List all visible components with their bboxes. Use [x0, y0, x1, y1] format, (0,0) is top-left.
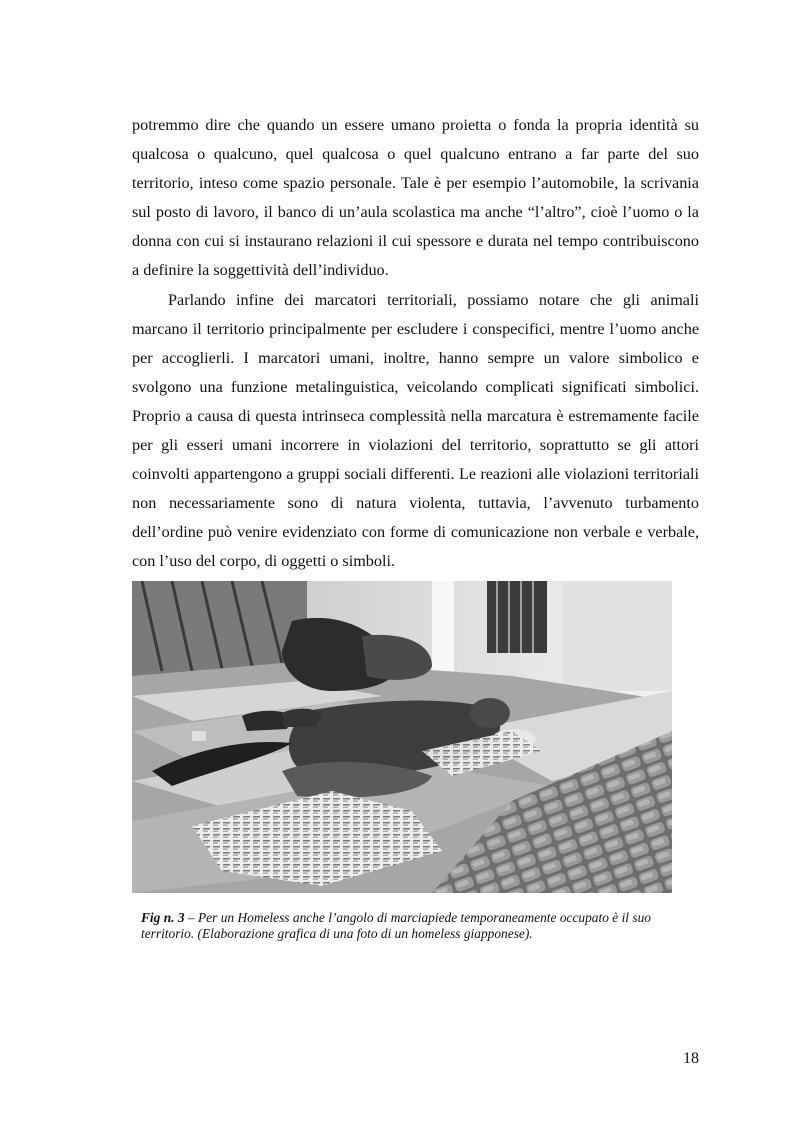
paragraph: potremmo dire che quando un essere umano proietta o fonda la propria identità su qualcosa o qualcuno, quel qualcosa o quel qualcuno entrano a far parte del suo territorio, inteso come spazio personale. Tale è per esempio l’automobile, la scrivania sul posto di lavoro, il banco di un’aula scolastica ma anche “l’altro”, cioè l’uomo o la donna con cui si instaurano relazioni il cui spessore e durata nel tempo contribuiscono a definire la soggettività dell’individuo. — [132, 116, 699, 280]
figure-photo — [132, 581, 672, 893]
figure-caption — [141, 910, 651, 941]
figure-label: Fig n. 3 — [141, 910, 185, 925]
page-number: 18 — [683, 1050, 699, 1067]
paragraph: Parlando infine dei marcatori territoriali, possiamo notare che gli animali marcano il territorio principalmente per escludere i conspecifici, mentre l’uomo anche per accoglierli. I marcatori umani, inoltre, hanno sempre un valore simbolico e svolgono una funzione metalinguistica, veicolando complicati significati simbolici. Proprio a causa di questa intrinseca complessità nella marcatura è estremamente facile per gli esseri umani incorrere in violazioni del territorio, soprattutto se gli attori coinvolti appartengono a gruppi sociali differenti. Le reazioni alle violazioni territoriali non necessariamente sono di natura violenta, tuttavia, l’avvenuto turbamento dell’ordine può venire evidenziato con forme di comunicazione non verbale e verbale, con l’uso del corpo, di oggetti o simboli. — [132, 290, 699, 571]
body-text — [132, 111, 699, 577]
homeless-photo-illustration — [132, 581, 672, 893]
figure-caption-text: – Per un Homeless anche l’angolo di marciapiede temporaneamente occupato è il suo territorio. (Elaborazione grafica di una foto di un homeless giapponese). — [141, 910, 651, 941]
